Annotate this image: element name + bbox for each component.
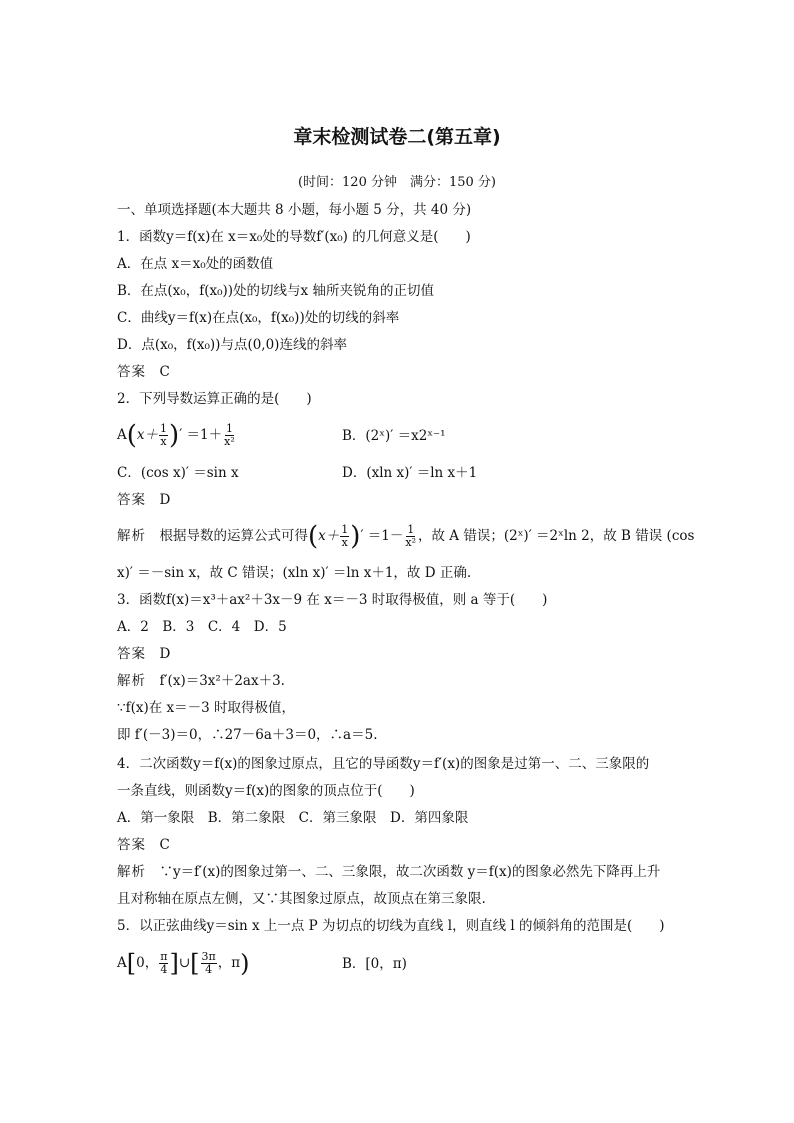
fraction: $\frac{1}{x}$ — [341, 523, 349, 549]
answer-value: C — [159, 364, 170, 380]
page-title: 章末检测试卷二(第五章) — [293, 126, 501, 148]
fraction: $\frac{\pi}{4}$ — [160, 950, 168, 976]
q4-options: A．第一象限 B．第二象限 C．第三象限 D．第四象限 — [117, 810, 469, 826]
q2-analysis-cont: x)′ ＝－sin x，故 C 错误；(xln x)′ ＝ln x＋1，故 D 正确. — [117, 565, 472, 581]
q5-option-b: B．[0，π) — [342, 956, 407, 972]
q2-option-b: B．(2ˣ)′ ＝x2ˣ⁻¹ — [342, 428, 446, 444]
q3-stem: 3．函数f(x)＝x³＋ax²＋3x－9 在 x＝－3 时取得极值，则 a 等于( ) — [117, 592, 548, 608]
q5-option-a: A[0， $\frac{\pi}{4}$ ]∪[ $\frac{3\pi}{4}$ ，π) — [117, 949, 250, 978]
q3-analysis-line2: ∵f(x)在 x＝－3 时取得极值， — [117, 700, 296, 716]
q2-analysis: 解析 根据导数的运算公式可得(x＋ $\frac{1}{x}$ )′ ＝1－ $\frac{1}{\text{x²}}$ ，故 A 错误；(2ˣ)′ ＝2ˣln 2，故 B 错误 (cos — [117, 521, 695, 552]
section-heading: 一、单项选择题(本大题共 8 小题，每小题 5 分，共 40 分) — [117, 202, 472, 218]
q1-stem: 1．函数y＝f(x)在 x＝x₀处的导数f′(x₀) 的几何意义是( ) — [117, 229, 471, 245]
q1-answer — [117, 363, 170, 381]
answer-label: 答案 — [117, 364, 146, 380]
q4-analysis: 解析 ∵y＝f′(x)的图象过第一、二、三象限，故二次函数 y＝f(x)的图象必然先下降再上升 — [117, 864, 661, 880]
fraction: $\frac{1}{x}$ — [160, 422, 168, 448]
q1-option-a: A．在点 x＝x₀处的函数值 — [117, 256, 274, 272]
q1-option-d: D．点(x₀，f(x₀))与点(0,0)连线的斜率 — [117, 337, 347, 353]
q1-option-b: B．在点(x₀，f(x₀))处的切线与x 轴所夹锐角的正切值 — [117, 283, 434, 299]
q4-analysis-cont: 且对称轴在原点左侧，又∵其图象过原点，故顶点在第三象限. — [117, 891, 486, 907]
q5-stem: 5．以正弦曲线y＝sin x 上一点 P 为切点的切线为直线 l，则直线 l 的倾斜角的范围是( ) — [117, 918, 665, 934]
exam-info: (时间：120 分钟 满分：150 分) — [297, 175, 497, 190]
q3-answer: 答案 D — [117, 646, 171, 662]
q1-option-c: C．曲线y＝f(x)在点(x₀，f(x₀))处的切线的斜率 — [117, 310, 400, 326]
q4-answer: 答案 C — [117, 837, 170, 853]
q2-answer: 答案 D — [117, 492, 171, 508]
q3-analysis-line3: 即 f′(－3)＝0，∴27－6a＋3＝0，∴a＝5. — [117, 727, 378, 743]
q2-option-a: A(x＋ $\frac{1}{x}$ )′ ＝1＋ $\frac{1}{\text{x²}}$ — [117, 420, 235, 451]
q4-stem-cont: 一条直线，则函数y＝f(x)的图象的顶点位于( ) — [117, 783, 415, 799]
q3-options: A．2 B．3 C．4 D．5 — [117, 619, 287, 635]
q4-stem: 4．二次函数y＝f(x)的图象过原点，且它的导函数y＝f′(x)的图象是过第一、二、三象限的 — [117, 756, 650, 772]
fraction: $\frac{1}{\text{x²}}$ — [224, 422, 235, 448]
q2-stem: 2．下列导数运算正确的是( ) — [117, 391, 312, 407]
q2-option-d: D．(xln x)′ ＝ln x＋1 — [342, 465, 478, 481]
fraction: $\frac{1}{\text{x²}}$ — [405, 523, 417, 549]
q2-option-c: C．(cos x)′ ＝sin x — [117, 465, 239, 481]
q3-analysis: 解析 f′(x)＝3x²＋2ax＋3. — [117, 673, 285, 689]
fraction: $\frac{3\pi}{4}$ — [201, 950, 216, 976]
